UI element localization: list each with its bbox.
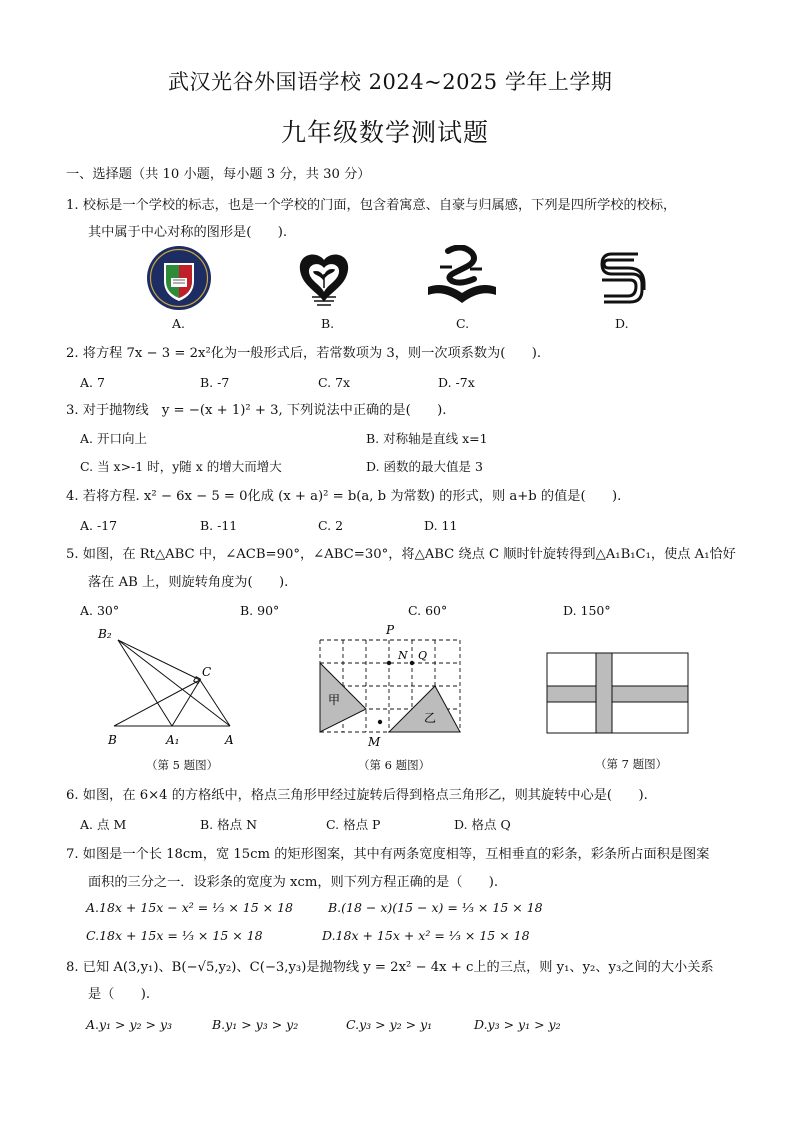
figure-6 [308, 622, 468, 750]
question-6-stem: 6. 如图，在 6×4 的方格纸中，格点三角形甲经过旋转后得到格点三角形乙，则其旋转中心是( ). [66, 788, 648, 803]
question-7-line2: 面积的三分之一．设彩条的宽度为 xcm，则下列方程正确的是（ ). [88, 875, 499, 890]
q8-option-b: B.y₁ > y₃ > y₂ [212, 1017, 299, 1032]
q4-option-d: D. 11 [424, 518, 458, 533]
fig5-caption: （第 5 题图） [146, 758, 219, 772]
question-8-line2: 是（ ). [88, 987, 151, 1002]
logo-label-d: D. [615, 316, 629, 331]
logo-label-b: B. [321, 316, 335, 331]
q7-option-d: D.18x + 15x + x² = ⅓ × 15 × 18 [322, 928, 530, 943]
q2-option-d: D. -7x [438, 375, 475, 390]
fig5-label-b: B [108, 733, 117, 747]
figure-7 [546, 652, 690, 736]
fig6-label-p: P [386, 623, 395, 637]
exam-subtitle: 九年级数学测试题 [281, 118, 490, 147]
logo-label-c: C. [456, 316, 470, 331]
q2-option-b: B. -7 [200, 375, 230, 390]
fig5-label-a: A [225, 733, 234, 747]
q4-option-a: A. -17 [80, 518, 118, 533]
question-7-line1: 7. 如图是一个长 18cm，宽 15cm 的矩形图案，其中有两条宽度相等，互相垂直的彩条，彩条所占面积是图案 [66, 847, 710, 862]
school-logo-b [296, 250, 352, 310]
question-1-line1: 1. 校标是一个学校的标志，也是一个学校的门面，包含着寓意、自豪与归属感，下列是四所学校的校标， [66, 198, 677, 213]
fig6-label-yi: 乙 [424, 711, 437, 725]
q8-option-a: A.y₁ > y₂ > y₃ [86, 1017, 173, 1032]
fig6-label-jia: 甲 [328, 693, 341, 707]
school-logo-d [598, 250, 646, 306]
q5-option-d: D. 150° [563, 603, 611, 618]
question-4-stem: 4. 若将方程. x² − 6x − 5 = 0化成 (x + a)² = b(a, b 为常数) 的形式，则 a+b 的值是( ). [66, 489, 622, 504]
q4-option-b: B. -11 [200, 518, 238, 533]
fig6-label-q: Q [418, 649, 428, 662]
question-5-line1: 5. 如图，在 Rt△ABC 中，∠ACB=90°，∠ABC=30°，将△ABC 绕点 C 顺时针旋转得到△A₁B₁C₁，使点 A₁恰好 [66, 547, 736, 562]
q3-option-c: C. 当 x>-1 时，y随 x 的增大而增大 [80, 459, 282, 474]
q6-option-a: A. 点 M [80, 817, 127, 832]
q3-option-a: A. 开口向上 [80, 431, 147, 446]
q3-option-d: D. 函数的最大值是 3 [366, 459, 483, 474]
school-logo-a [146, 245, 212, 311]
q5-option-a: A. 30° [80, 603, 120, 618]
q6-option-b: B. 格点 N [200, 817, 258, 832]
q8-option-d: D.y₃ > y₁ > y₂ [474, 1017, 561, 1032]
figure-5 [92, 622, 252, 750]
question-8-line1: 8. 已知 A(3,y₁)、B(−√5,y₂)、C(−3,y₃)是抛物线 y = 2x² − 4x + c上的三点，则 y₁、y₂、y₃之间的大小关系 [66, 960, 714, 975]
question-3-stem: 3. 对于抛物线 y = −(x + 1)² + 3, 下列说法中正确的是( ). [66, 403, 447, 418]
q6-option-d: D. 格点 Q [454, 817, 511, 832]
exam-title: 武汉光谷外国语学校 2024~2025 学年上学期 [168, 70, 613, 94]
logo-label-a: A. [172, 316, 186, 331]
fig5-label-a1: A₁ [166, 733, 180, 747]
section-heading: 一、选择题（共 10 小题，每小题 3 分，共 30 分） [66, 167, 371, 182]
question-1-line2: 其中属于中心对称的图形是( ). [88, 225, 288, 240]
school-logo-c [426, 245, 498, 307]
q2-option-a: A. 7 [80, 375, 105, 390]
q4-option-c: C. 2 [318, 518, 344, 533]
fig6-label-m: M [368, 735, 381, 749]
question-5-line2: 落在 AB 上，则旋转角度为( ). [88, 575, 289, 590]
q7-option-c: C.18x + 15x = ⅓ × 15 × 18 [86, 928, 263, 943]
q5-option-b: B. 90° [240, 603, 280, 618]
q8-option-c: C.y₃ > y₂ > y₁ [346, 1017, 433, 1032]
q2-option-c: C. 7x [318, 375, 351, 390]
q7-option-a: A.18x + 15x − x² = ⅓ × 15 × 18 [86, 900, 294, 915]
q3-option-b: B. 对称轴是直线 x=1 [366, 431, 488, 446]
fig5-label-c: C [202, 665, 212, 679]
q7-option-b: B.(18 − x)(15 − x) = ⅓ × 15 × 18 [328, 900, 543, 915]
q6-option-c: C. 格点 P [326, 817, 381, 832]
fig5-label-b2: B₂ [98, 627, 112, 641]
question-2-stem: 2. 将方程 7x − 3 = 2x²化为一般形式后，若常数项为 3，则一次项系数为( ). [66, 346, 542, 361]
fig6-label-n: N [398, 649, 408, 662]
q5-option-c: C. 60° [408, 603, 448, 618]
fig6-caption: （第 6 题图） [358, 758, 431, 772]
fig7-caption: （第 7 题图） [595, 757, 668, 771]
